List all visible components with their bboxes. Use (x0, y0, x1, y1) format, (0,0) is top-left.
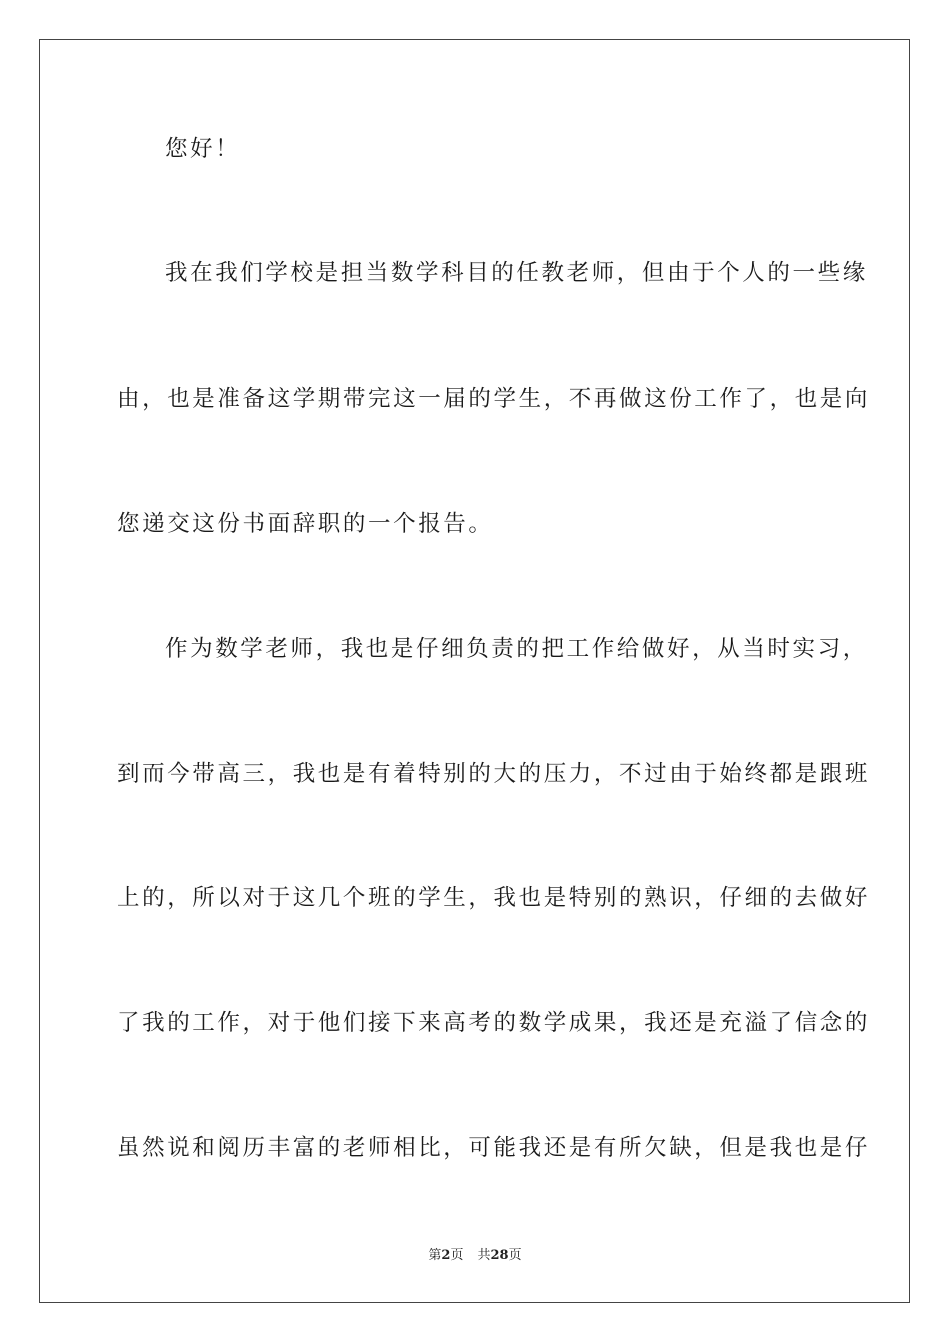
page-footer (0, 1247, 950, 1265)
paragraph-line: 我在我们学校是担当数学科目的任教老师，但由于个人的一些缘 (165, 260, 868, 286)
total-pages: 28 (490, 1248, 509, 1263)
paragraph-line: 了我的工作，对于他们接下来高考的数学成果，我还是充溢了信念的 (117, 1010, 871, 1036)
paragraph-line: 到而今带高三，我也是有着特别的大的压力，不过由于始终都是跟班 (117, 761, 871, 787)
paragraph-line: 您递交这份书面辞职的一个报告。 (117, 511, 494, 537)
page-number-suffix: 页 (450, 1248, 464, 1263)
paragraph-line: 作为数学老师，我也是仔细负责的把工作给做好，从当时实习， (165, 636, 868, 662)
paragraph-line: 由，也是准备这学期带完这一届的学生，不再做这份工作了，也是向 (117, 386, 871, 412)
total-pages-suffix: 页 (508, 1248, 522, 1263)
total-pages-prefix: 共 (477, 1248, 491, 1263)
paragraph-line: 虽然说和阅历丰富的老师相比，可能我还是有所欠缺，但是我也是仔 (117, 1135, 871, 1161)
greeting-line: 您好！ (165, 136, 241, 162)
paragraph-line: 上的，所以对于这几个班的学生，我也是特别的熟识，仔细的去做好 (117, 885, 871, 911)
page-number-prefix: 第 (428, 1248, 442, 1263)
page-border (39, 39, 910, 1303)
page-number: 2 (441, 1248, 451, 1263)
